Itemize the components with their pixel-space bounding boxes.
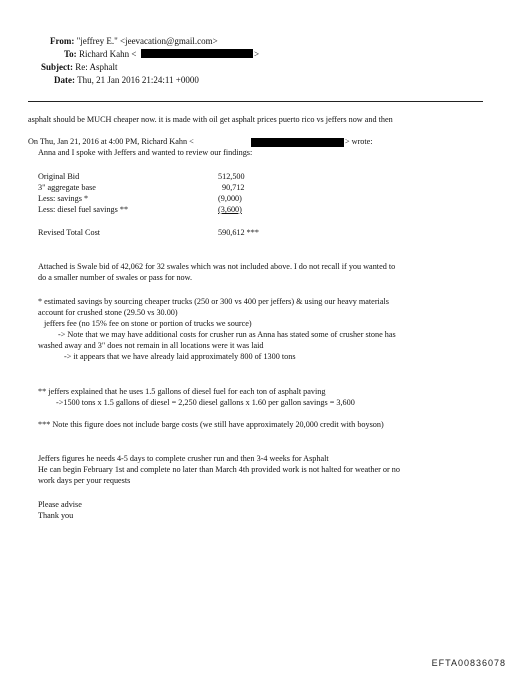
swale-line-2: do a smaller number of swales or pass for now. [38,273,193,282]
note1-line-2: account for crushed stone (29.50 vs 30.00) [38,308,178,317]
cost-value-2: (9,000) [218,194,242,203]
to-tail: > [254,49,260,59]
total-label: Revised Total Cost [38,228,101,237]
schedule-line-1: Jeffers figures he needs 4-5 days to complete crusher run and then 3-4 weeks for Asphalt [38,454,329,463]
cost-value-3: (3,600) [218,205,242,214]
schedule-line-2: He can begin February 1st and complete no later than March 4th provided work is not halted for weather or no [38,465,400,474]
note2-line-2: ->1500 tons x 1.5 gallons of diesel = 2,250 diesel gallons x 1.60 per gallon savings = 3,600 [56,398,355,407]
note3-line-1: *** Note this figure does not include barge costs (we still have approximately 20,000 credit with boyson) [38,420,384,429]
note1-line-5: washed away and 3" does not remain in all locations were it was laid [38,341,264,350]
reply-text: asphalt should be MUCH cheaper now. it is made with oil get asphalt prices puerto rico vs jeffers now and then [28,115,393,124]
from-line: From: "jeffrey E." <jeevacation@gmail.com> [50,36,218,46]
subject-line: Subject: Re: Asphalt [41,62,118,72]
please-advise: Please advise [38,500,82,509]
note1-line-6: -> it appears that we have already laid approximately 800 of 1300 tons [64,352,296,361]
note1-line-1: * estimated savings by sourcing cheaper trucks (250 or 300 vs 400 per jeffers) & using our heavy materials [38,297,389,306]
date-line: Date: Thu, 21 Jan 2016 21:24:11 +0000 [54,75,199,85]
cost-label-0: Original Bid [38,172,80,181]
to-value: Richard Kahn < [78,49,137,59]
quote-first-line: Anna and I spoke with Jeffers and wanted to review our findings: [38,148,253,157]
cost-value-1: 90,712 [222,183,245,192]
document-id: EFTA00836078 [431,658,506,668]
total-value: 590,612 *** [218,228,259,237]
cost-label-1: 3" aggregate base [38,183,96,192]
thank-you: Thank you [38,511,74,520]
cost-label-2: Less: savings * [38,194,89,203]
schedule-line-3: work days per your requests [38,476,131,485]
subject-value: Re: Asphalt [75,62,118,72]
to-line: To: Richard Kahn < [64,49,137,59]
swale-line-1: Attached is Swale bid of 42,062 for 32 swales which was not included above. I do not recall if you wanted to [38,262,396,271]
cost-label-3: Less: diesel fuel savings ** [38,205,129,214]
redaction-bar [251,138,344,147]
from-value: "jeffrey E." <jeevacation@gmail.com> [76,36,218,46]
note1-line-4: -> Note that we may have additional costs for crusher run as Anna has stated some of crusher stone has [58,330,396,339]
header-divider [28,101,483,102]
redaction-bar [141,49,253,58]
cost-value-0: 512,500 [218,172,245,181]
note1-line-3: jeffers fee (no 15% fee on stone or portion of trucks we source) [44,319,252,328]
date-value: Thu, 21 Jan 2016 21:24:11 +0000 [77,75,199,85]
quote-wrote: > wrote: [345,137,373,146]
quote-intro: On Thu, Jan 21, 2016 at 4:00 PM, Richard Kahn < [28,137,194,146]
note2-line-1: ** jeffers explained that he uses 1.5 gallons of diesel fuel for each ton of asphalt paving [38,387,326,396]
